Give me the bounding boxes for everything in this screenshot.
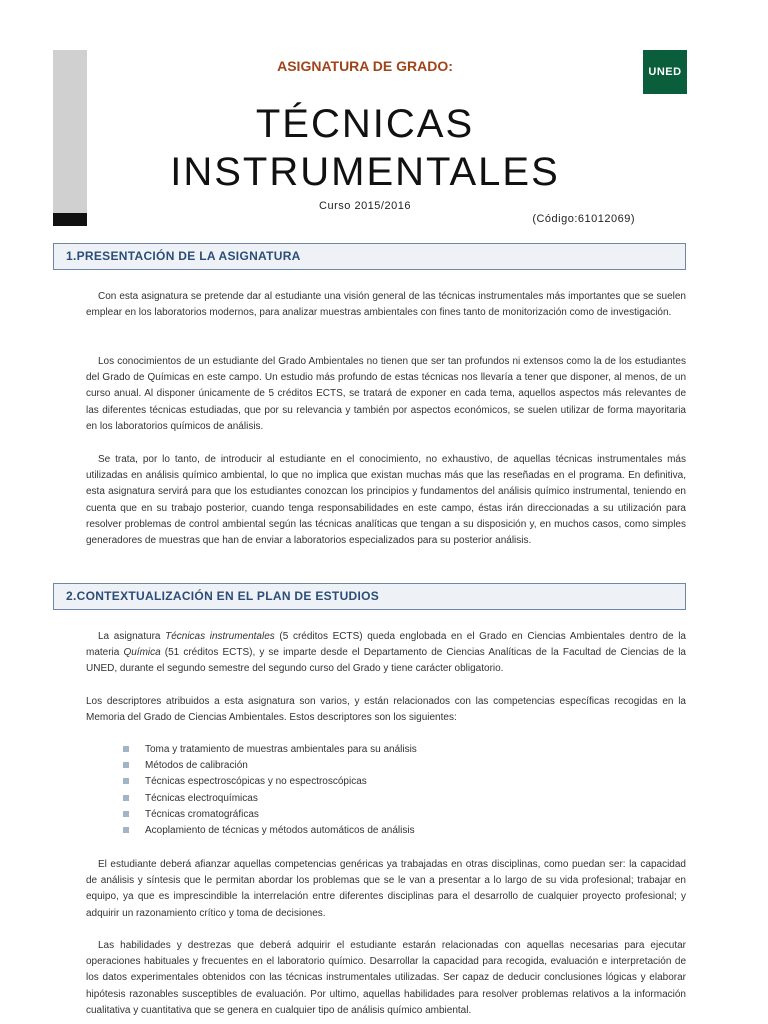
section-1-paragraph-1: Con esta asignatura se pretende dar al estudiante una visión general de las técnicas instrumentales más importantes que se suelen emplear en los laboratorios modernos, para analizar muestras ambientales con fines tanto de monitorización como de investigación. <box>86 291 686 319</box>
text-run: (51 créditos ECTS), y se imparte desde el Departamento de Ciencias Analíticas de la Facultad de Ciencias de la UNED, durante el segundo semestre del segundo curso del Grado y tiene carácter obligatorio. <box>86 647 686 675</box>
list-item-text: Métodos de calibración <box>145 760 248 772</box>
title-line-2: INSTRUMENTALES <box>170 150 560 194</box>
decorative-black-bar <box>53 213 87 226</box>
section-2-paragraph-1 <box>86 629 686 678</box>
course-year: Curso 2015/2016 <box>319 200 411 212</box>
uned-logo <box>643 50 687 94</box>
title-line-1: TÉCNICAS <box>255 102 475 146</box>
bullet-square-icon <box>123 746 129 752</box>
section-2-paragraph-2: Los descriptores atribuidos a esta asignatura son varios, y están relacionados con las competencias específicas recogidas en la Memoria del Grado de Ciencias Ambientales. Estos descriptores son los siguientes: <box>86 696 686 724</box>
section-2-paragraph-3: El estudiante deberá afianzar aquellas competencias genéricas ya trabajadas en otras disciplinas, como puedan ser: la capacidad de análisis y síntesis que le permitan abordar los problemas que se le van a presentar a lo largo de su vida profesional; trabajar en equipo, ya que es imprescindible la interrelación entre diferentes disciplinas para el desarrollo de cualquier proyecto profesional; y adquirir un razonamiento crítico y toma de decisiones. <box>86 859 686 919</box>
bullet-square-icon <box>123 795 129 801</box>
list-item-text: Acoplamiento de técnicas y métodos automáticos de análisis <box>145 825 415 837</box>
list-item <box>120 823 417 839</box>
document-title <box>150 100 580 196</box>
section-2-heading <box>53 583 686 610</box>
text-run: (5 créditos ECTS) queda englobada en el Grado en Ciencias Ambientales dentro de la materia <box>86 631 686 659</box>
list-item <box>120 807 417 823</box>
section-1-paragraph-3: Se trata, por lo tanto, de introducir al estudiante en el conocimiento, no exhaustivo, de aquellas técnicas instrumentales más utilizadas en análisis químico ambiental, lo que no implica que existan muchas más que las reseñadas en el programa. En definitiva, esta asignatura servirá para que los estudiantes conozcan los principios y fundamentos del análisis químico instrumental, teniendo en cuenta que en su trabajo posterior, cuando tenga responsabilidades en este campo, éstas irán direccionadas a su utilización para resolver problemas de control ambiental según las técnicas analíticas que tengan a su disposición y, en muchos casos, como simples generadores de muestras que han de enviar a laboratorios especializados para su posterior análisis. <box>86 454 686 547</box>
list-item <box>120 774 417 790</box>
list-item <box>120 791 417 807</box>
bullet-square-icon <box>123 811 129 817</box>
bullet-square-icon <box>123 827 129 833</box>
section-1-heading-text: 1.PRESENTACIÓN DE LA ASIGNATURA <box>66 249 301 263</box>
descriptor-list <box>120 742 417 839</box>
list-item <box>120 758 417 774</box>
subject-label: ASIGNATURA DE GRADO: <box>277 58 453 74</box>
list-item-text: Toma y tratamiento de muestras ambientales para su análisis <box>145 744 417 755</box>
subject-code: (Código:61012069) <box>532 213 635 225</box>
list-item-text: Técnicas electroquímicas <box>145 792 258 804</box>
list-item <box>120 742 417 758</box>
list-item-text: Técnicas espectroscópicas y no espectroscópicas <box>145 776 367 788</box>
bullet-square-icon <box>123 778 129 784</box>
section-2-paragraph-4: Las habilidades y destrezas que deberá adquirir el estudiante estarán relacionadas con aquellas necesarias para ejecutar operaciones habituales y frecuentes en el laboratorio químico. Desarrollar la capacidad para recogida, evaluación e interpretación de los datos experimentales obtenidos con las técnicas instrumentales utilizadas. Ser capaz de deducir conclusiones lógicas y elaborar hipótesis razonables susceptibles de evaluación. Por ultimo, aquellas habilidades para resolver problemas relativos a la información cualitativa y cuantitativa que se genera en cualquier tipo de análisis químico ambiental. <box>86 940 686 1016</box>
section-1-paragraph-2: Los conocimientos de un estudiante del Grado Ambientales no tienen que ser tan profundos ni extensos como la de los estudiantes del Grado de Químicas en este campo. Un estudio más profundo de estas técnicas nos llevaría a tener que disponer, al menos, de un curso anual. Al disponer únicamente de 5 créditos ECTS, se tratará de exponer en cada tema, aquellos aspectos más relevantes de las diferentes técnicas estudiadas, que por su relevancia y también por aspectos económicos, se suelen utilizar de forma mayoritaria en los laboratorios químicos de análisis. <box>86 356 686 432</box>
bullet-square-icon <box>123 762 129 768</box>
section-1-heading <box>53 243 686 270</box>
text-run: La asignatura <box>98 631 166 642</box>
emphasis-subject: Técnicas instrumentales <box>165 631 275 642</box>
section-2-heading-text: 2.CONTEXTUALIZACIÓN EN EL PLAN DE ESTUDIOS <box>66 589 380 603</box>
decorative-gray-bar <box>53 50 87 213</box>
logo-text: UNED <box>648 66 682 78</box>
emphasis-materia: Química <box>123 647 161 659</box>
list-item-text: Técnicas cromatográficas <box>145 808 259 820</box>
